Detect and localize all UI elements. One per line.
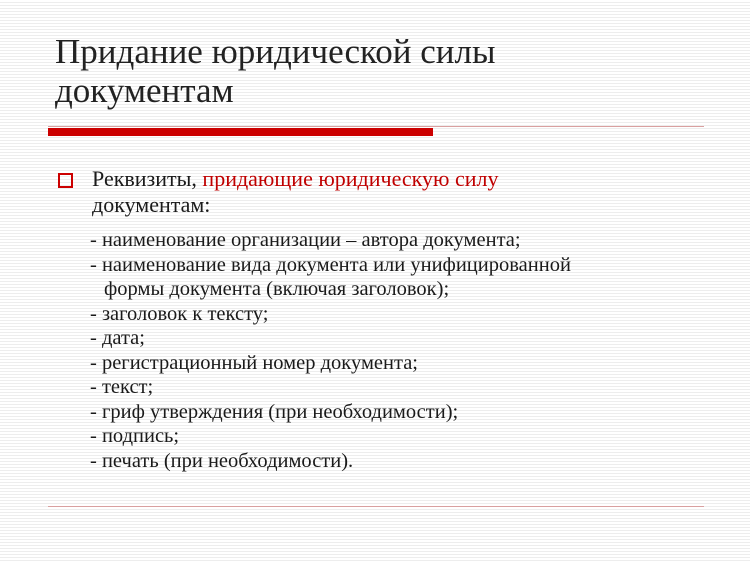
hollow-square-bullet-icon <box>58 173 73 188</box>
list-item: - регистрационный номер документа; <box>90 351 418 374</box>
list-item: - текст; <box>90 376 154 398</box>
bullet-text-continuation: документам: <box>92 192 211 217</box>
title-underline-thin <box>48 126 704 127</box>
requisites-list <box>57 228 717 473</box>
list-item-continuation: формы документа (включая заголовок); <box>104 278 450 300</box>
slide-title <box>55 32 715 110</box>
bullet-text-lead: Реквизиты, <box>92 166 203 191</box>
list-item: - гриф утверждения (при необходимости); <box>90 400 459 423</box>
list-item: - наименование организации – автора документа; <box>90 229 521 251</box>
bullet-text-accent: придающие юридическую силу <box>202 166 499 191</box>
bullet-requisites <box>57 166 717 218</box>
slide-title-line-1: Придание юридической силы <box>55 32 496 71</box>
list-item: - дата; <box>90 327 145 349</box>
list-item: - печать (при необходимости). <box>90 449 354 472</box>
title-underline-accent-bar <box>48 128 433 136</box>
footer-rule <box>48 506 704 507</box>
list-item: - подпись; <box>90 425 180 447</box>
list-item: - наименование вида документа или унифицированной <box>90 253 571 276</box>
slide-title-line-2: документам <box>55 71 234 110</box>
slide-content <box>57 166 717 473</box>
list-item: - заголовок к тексту; <box>90 302 269 325</box>
